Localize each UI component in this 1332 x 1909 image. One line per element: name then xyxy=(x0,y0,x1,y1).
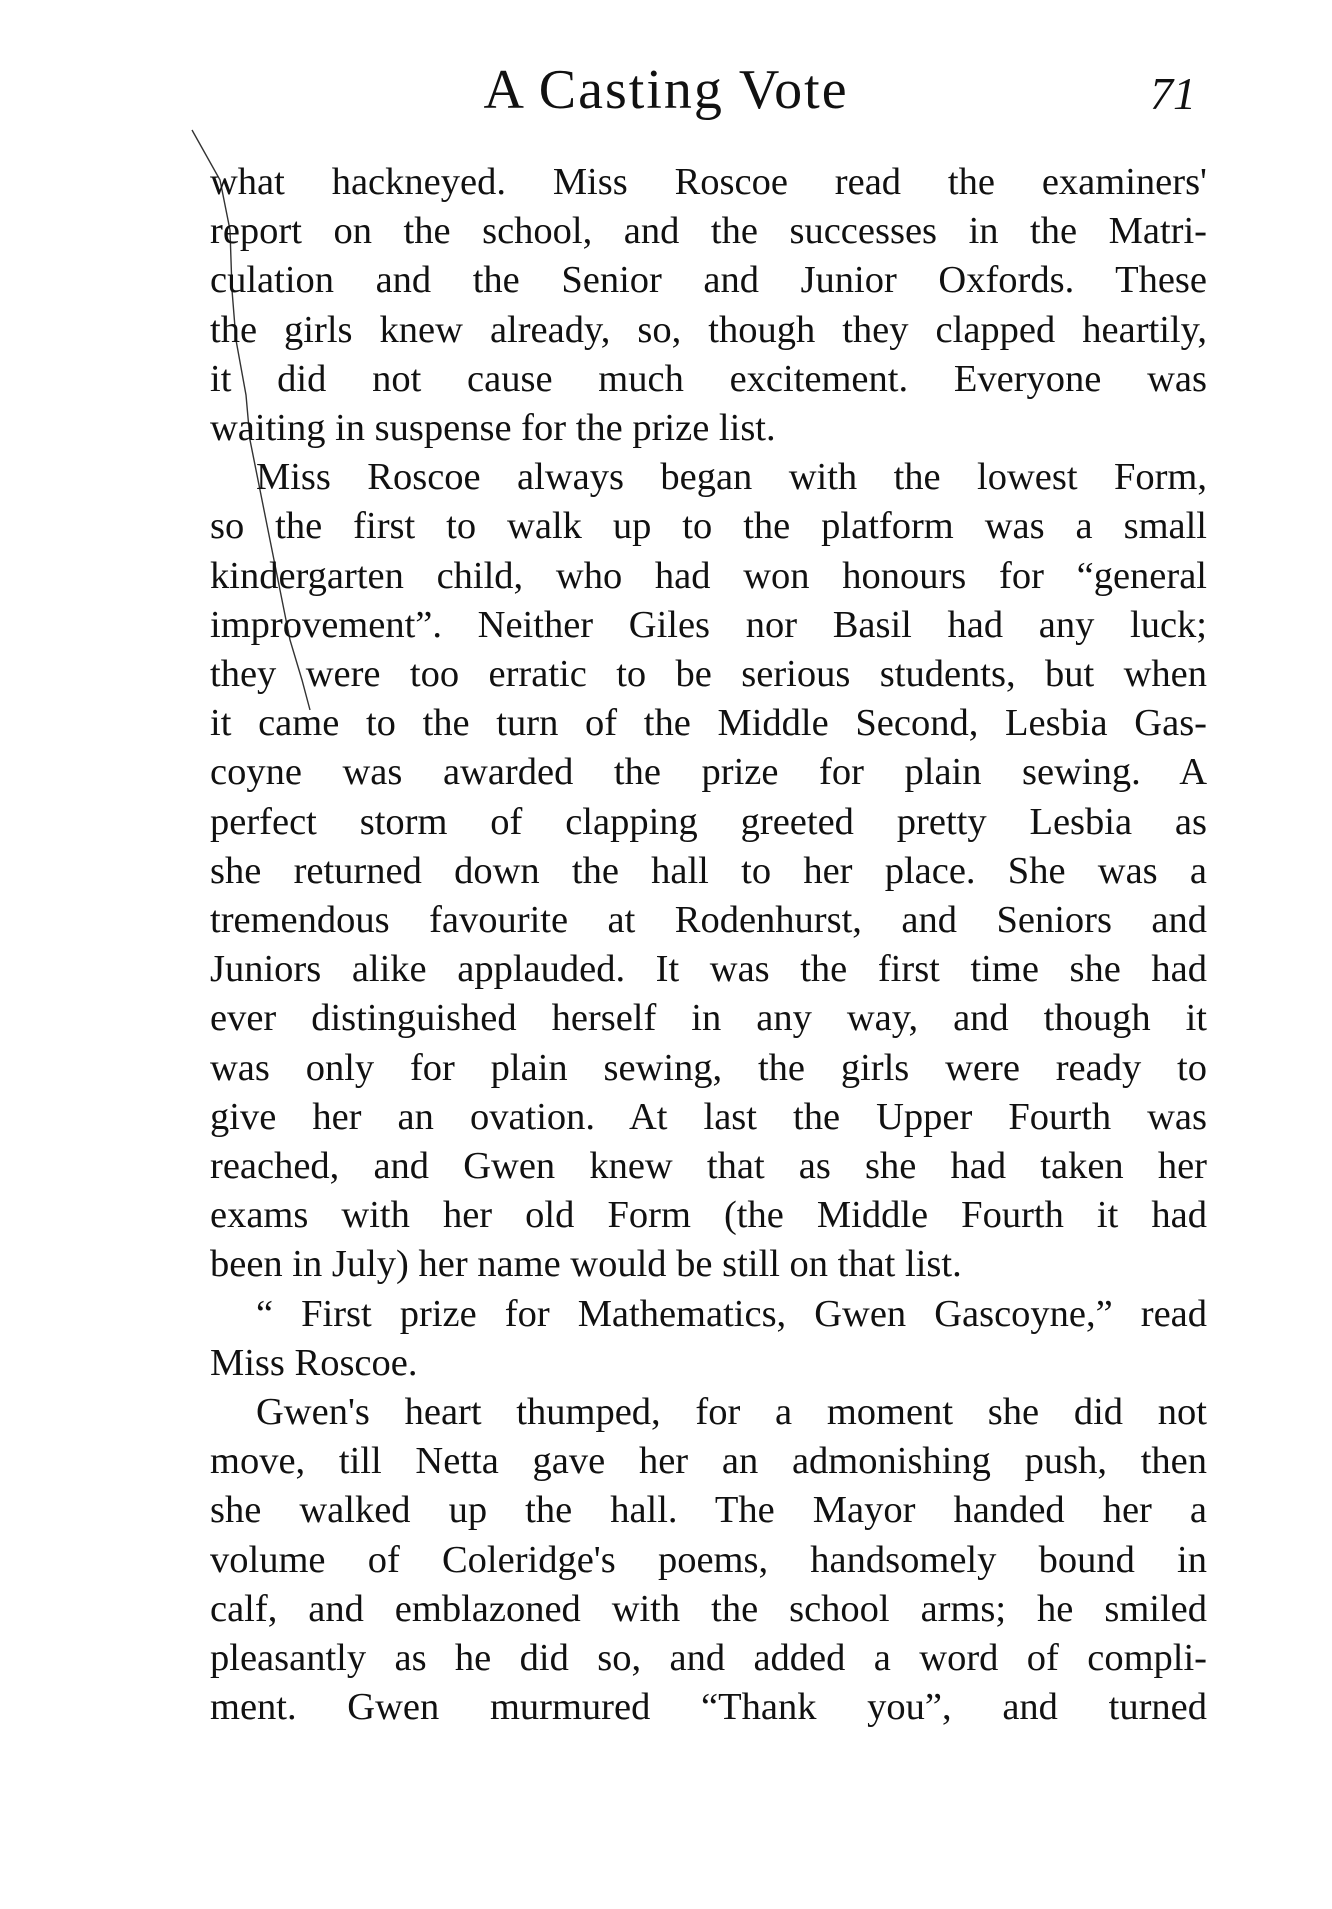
text-line: calf, and emblazoned with the school arms; he smiled xyxy=(210,1587,1207,1630)
page-header xyxy=(0,50,1332,130)
text-line: report on the school, and the successes in the Matri- xyxy=(210,210,1207,253)
text-line: Juniors alike applauded. It was the first time she had xyxy=(210,948,1207,991)
text-line: she walked up the hall. The Mayor handed her a xyxy=(210,1489,1207,1532)
text-line: it did not cause much excitement. Everyone was xyxy=(210,357,1207,400)
text-line: was only for plain sewing, the girls were ready to xyxy=(210,1046,1207,1089)
text-line: so the first to walk up to the platform was a small xyxy=(210,505,1207,548)
text-line: been in July) her name would be still on that list. xyxy=(210,1243,962,1286)
text-line: “ First prize for Mathematics, Gwen Gascoyne,” read xyxy=(256,1292,1207,1335)
text-line: move, till Netta gave her an admonishing push, then xyxy=(210,1440,1207,1483)
text-line: what hackneyed. Miss Roscoe read the examiners' xyxy=(210,161,1207,203)
running-title: A Casting Vote xyxy=(483,59,849,121)
text-line: give her an ovation. At last the Upper Fourth was xyxy=(210,1095,1207,1138)
text-line: she returned down the hall to her place. She was a xyxy=(210,849,1207,892)
text-line: exams with her old Form (the Middle Fourth it had xyxy=(210,1194,1207,1237)
text-line: perfect storm of clapping greeted pretty Lesbia as xyxy=(210,800,1207,843)
text-line: the girls knew already, so, though they clapped heartily, xyxy=(210,308,1207,351)
text-line: Miss Roscoe. xyxy=(210,1341,418,1384)
text-line: it came to the turn of the Middle Second, Lesbia Gas- xyxy=(210,702,1207,745)
page-number: 71 xyxy=(1150,68,1196,119)
text-line: Gwen's heart thumped, for a moment she did not xyxy=(256,1391,1207,1434)
text-line: ever distinguished herself in any way, and though it xyxy=(210,997,1207,1040)
text-line: ment. Gwen murmured “Thank you”, and turned xyxy=(210,1686,1207,1729)
text-line: volume of Coleridge's poems, handsomely bound in xyxy=(210,1538,1207,1581)
text-line: coyne was awarded the prize for plain sewing. A xyxy=(210,751,1207,794)
text-line: improvement”. Neither Giles nor Basil had any luck; xyxy=(210,603,1207,646)
text-line: Miss Roscoe always began with the lowest Form, xyxy=(256,456,1207,499)
text-line: tremendous favourite at Rodenhurst, and Seniors and xyxy=(210,899,1207,942)
text-line: pleasantly as he did so, and added a word of compli- xyxy=(210,1637,1207,1680)
body-text xyxy=(210,158,1207,1733)
text-line: reached, and Gwen knew that as she had taken her xyxy=(210,1145,1207,1188)
text-line: kindergarten child, who had won honours for “general xyxy=(210,554,1207,597)
text-line: culation and the Senior and Junior Oxfords. These xyxy=(210,259,1207,302)
text-line: waiting in suspense for the prize list. xyxy=(210,407,776,450)
text-line: they were too erratic to be serious students, but when xyxy=(210,653,1207,696)
